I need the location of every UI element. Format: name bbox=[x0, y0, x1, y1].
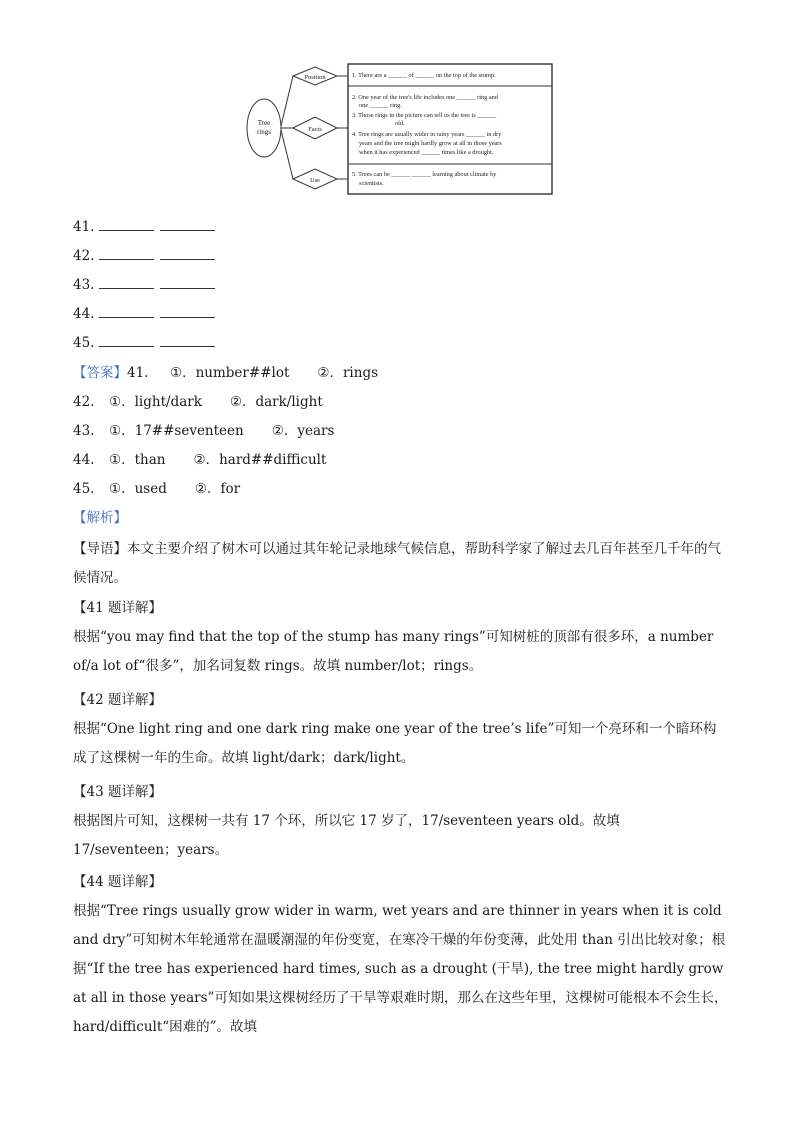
question-43 bbox=[73, 276, 221, 294]
question-number: 44. bbox=[73, 306, 95, 322]
answer-blank[interactable] bbox=[99, 277, 154, 289]
fact-line: 1. There are a ______ of ______ on the top of the stump. bbox=[352, 72, 496, 79]
center-label-2: rings bbox=[257, 128, 271, 136]
answer-tag: 【答案】 bbox=[73, 365, 127, 381]
fact-line: one ______ ring. bbox=[359, 102, 402, 109]
fact-line: 3. Those rings in the picture can tell us the tree is ______ bbox=[352, 112, 497, 119]
guide-text: 本文主要介绍了树木可以通过其年轮记录地球气候信息，帮助科学家了解过去几百年甚至几千年的气候情况。 bbox=[73, 541, 721, 586]
answer-option-2: ②．dark/light bbox=[229, 394, 323, 410]
answer-blank[interactable] bbox=[160, 335, 215, 347]
question-number: 42. bbox=[73, 248, 95, 264]
question-number: 43. bbox=[73, 277, 95, 293]
detail-41-title: 【41 题详解】 bbox=[73, 600, 162, 616]
answer-option-2: ②．rings bbox=[317, 365, 379, 381]
question-number: 45. bbox=[73, 335, 95, 351]
mind-map bbox=[245, 58, 565, 200]
detail-44-title: 【44 题详解】 bbox=[73, 874, 162, 890]
category-position: Position bbox=[304, 74, 326, 81]
answer-number: 42. bbox=[73, 394, 95, 410]
fact-line: old. bbox=[395, 120, 405, 127]
answer-row-43 bbox=[73, 422, 334, 440]
answer-blank[interactable] bbox=[160, 277, 215, 289]
answer-blank[interactable] bbox=[99, 335, 154, 347]
answer-option-1: ①．light/dark bbox=[109, 394, 202, 410]
category-facts: Facts bbox=[308, 126, 322, 133]
fact-line: when it has experienced ______ times like a drought. bbox=[359, 149, 494, 156]
answer-row-44 bbox=[73, 451, 326, 469]
category-use: Use bbox=[309, 177, 321, 184]
answer-option-2: ②．hard##difficult bbox=[193, 452, 327, 468]
answer-option-1: ①．than bbox=[109, 452, 166, 468]
answer-option-1: ①．used bbox=[109, 481, 167, 497]
detail-43-title: 【43 题详解】 bbox=[73, 784, 162, 800]
answer-row-42 bbox=[73, 393, 323, 411]
tree-rings-diagram bbox=[245, 58, 565, 200]
answer-row-45 bbox=[73, 480, 240, 498]
answer-blank[interactable] bbox=[160, 219, 215, 231]
answer-option-1: ①．number##lot bbox=[170, 365, 290, 381]
answer-option-2: ②．years bbox=[271, 423, 335, 439]
answer-option-1: ①．17##seventeen bbox=[109, 423, 244, 439]
fact-line: 5. Trees can be ______ ______ learning about climate by bbox=[352, 171, 497, 178]
question-45 bbox=[73, 334, 221, 352]
answer-blank[interactable] bbox=[99, 306, 154, 318]
question-41 bbox=[73, 218, 221, 236]
analysis-tag: 【解析】 bbox=[73, 510, 127, 526]
detail-41-text: 根据“you may find that the top of the stump has many rings”可知树桩的顶部有很多环，a number of/a lot of“很多”，加名词复数 rings。故填 number/lot；rings。 bbox=[73, 629, 714, 674]
fact-line: 2. One year of the tree's life includes one ______ ring and bbox=[352, 94, 498, 101]
fact-line: 4. Tree rings are usually wider in rainy years ______ in dry bbox=[352, 131, 502, 138]
answer-option-2: ②．for bbox=[194, 481, 241, 497]
fact-line: scientists. bbox=[359, 180, 384, 187]
question-42 bbox=[73, 247, 221, 265]
guide-label: 【导语】 bbox=[73, 541, 127, 557]
question-number: 41. bbox=[73, 219, 95, 235]
detail-44-text: 根据“Tree rings usually grow wider in warm, wet years and are thinner in years when it is cold and dry”可知树木年轮通常在温暖潮湿的年份变宽，在寒冷干燥的年份变薄，此处用 than 引出比较对象；根据“If the tree has experienced hard times, such as a drought (干旱), the tree might hardly grow at all in those years”可知如果这棵树经历了干旱等艰难时期，那么在这些年里，这棵树可能根本不会生长，hard/difficult“困难的”。故填 bbox=[73, 903, 728, 1035]
fact-line: years and the tree might hardly grow at all in those years bbox=[359, 140, 502, 147]
detail-42-text: 根据“One light ring and one dark ring make one year of the tree’s life”可知一个亮环和一个暗环构成了这棵树一年的生命。故填 light/dark；dark/light。 bbox=[73, 721, 717, 766]
answer-number: 44. bbox=[73, 452, 95, 468]
answer-number: 45. bbox=[73, 481, 95, 497]
center-label: Tree bbox=[257, 119, 271, 127]
answer-blank[interactable] bbox=[160, 248, 215, 260]
detail-42-title: 【42 题详解】 bbox=[73, 692, 162, 708]
detail-43-text: 根据图片可知，这棵树一共有 17 个环，所以它 17 岁了，17/seventeen years old。故填 17/seventeen；years。 bbox=[73, 813, 620, 858]
answer-blank[interactable] bbox=[160, 306, 215, 318]
answer-blank[interactable] bbox=[99, 219, 154, 231]
answer-row-41 bbox=[73, 364, 378, 382]
question-44 bbox=[73, 305, 221, 323]
guide-paragraph bbox=[73, 535, 728, 593]
answer-blank[interactable] bbox=[99, 248, 154, 260]
answer-number: 43. bbox=[73, 423, 95, 439]
answer-number: 41. bbox=[127, 365, 149, 381]
